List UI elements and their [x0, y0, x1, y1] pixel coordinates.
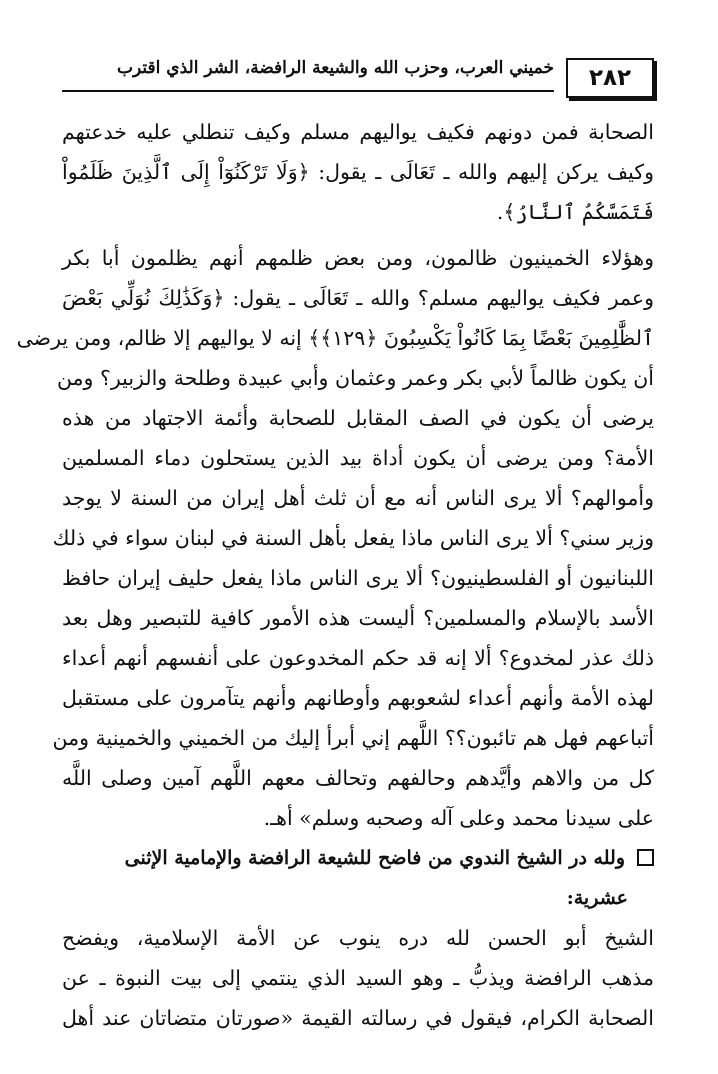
text-line: أتباعهم فهل هم تائبون؟؟ اللَّهم إني أبرأ إليك من الخميني والخمينية ومن — [52, 726, 654, 750]
text-line: وزير سني؟ ألا يرى الناس ماذا يفعل بأهل السنة في لبنان سواء في ذلك — [52, 526, 654, 550]
section-heading-line-2: عشرية: — [566, 887, 628, 909]
text-line: وأموالهم؟ ألا يرى الناس أنه مع أن ثلث أهل إيران من السنة لا يوجد — [62, 486, 654, 510]
checkbox-icon — [637, 849, 654, 866]
text-line: ٱلظَّٰلِمِينَ بَعْضًا بِمَا كَانُواْ يَكْسِبُونَ ﴿١٢٩﴾﴾ إنه لا يواليهم إلا ظالم، ومن يرضى — [16, 326, 654, 350]
paragraph-3 — [62, 918, 654, 1038]
text-line: ذلك عذر لمخدوع؟ ألا إنه قد حكم المخدوعون على أنفسهم أنهم أعداء — [62, 646, 654, 670]
text-line: مذهب الرافضة ويذبُّ ـ وهو السيد الذي ينتمي إلى بيت النبوة ـ عن — [62, 966, 654, 990]
text-line: وعمر فكيف يواليهم مسلم؟ والله ـ تَعَالَى ـ يقول: ﴿وَكَذَٰلِكَ نُوَلِّي بَعْضَ — [62, 286, 654, 310]
section-heading-line-1: ولله در الشيخ الندوي من فاضح للشيعة الرافضة والإمامية الإثنى — [124, 847, 625, 869]
text-line: أن يكون ظالماً لأبي بكر وعمر وعثمان وأبي عبيدة وطلحة والزبير؟ ومن — [56, 366, 654, 390]
text-line: الأسد بالإسلام والمسلمين؟ أليست هذه الأمور كافية للتبصير وهل بعد — [62, 606, 654, 630]
text-line: يرضى أن يكون في الصف المقابل للصحابة وأئمة الاجتهاد من هذه — [62, 406, 654, 430]
page-body — [16, 112, 654, 1038]
page-number: ٢٨٢ — [566, 58, 654, 98]
text-line: على سيدنا محمد وعلى آله وصحبه وسلم» أهـ. — [263, 806, 654, 830]
header-rule — [62, 90, 554, 92]
text-line: الصحابة الكرام، فيقول في رسالته القيمة «صورتان متضاتان عند أهل — [62, 1006, 654, 1030]
text-line: الصحابة فمن دونهم فكيف يواليهم مسلم وكيف تنطلي عليه خدعتهم — [62, 120, 654, 144]
text-line: لهذه الأمة وأنهم أعداء لشعوبهم وأوطانهم وأنهم يتآمرون على مستقبل — [62, 686, 654, 710]
text-line: الأمة؟ ومن يرضى أن يكون أداة بيد الذين يستحلون دماء المسلمين — [62, 446, 654, 470]
running-title: خميني العرب، وحزب الله والشيعة الرافضة، الشر الذي اقترب — [117, 58, 554, 78]
text-line: اللبنانيون أو الفلسطينيون؟ ألا يرى الناس ماذا يفعل حليف إيران حافظ — [62, 566, 654, 590]
section-heading — [62, 838, 654, 918]
paragraph-2 — [16, 238, 654, 838]
text-line: وكيف يركن إليهم والله ـ تَعَالَى ـ يقول: ﴿وَلَا تَرْكَنُوٓاْ إِلَى ٱلَّذِينَ ظَلَمُواْ — [62, 160, 654, 184]
text-line: وهؤلاء الخمينيون ظالمون، ومن بعض ظلمهم أنهم يظلمون أبا بكر — [62, 246, 654, 270]
paragraph-1 — [62, 112, 654, 232]
text-line: فَتَمَسَّكُمُ ٱلنَّارُ﴾. — [496, 200, 654, 224]
text-line: كل من والاهم وأيَّدهم وحالفهم وتحالف معهم اللَّهم آمين وصلى اللَّه — [62, 766, 654, 790]
text-line: الشيخ أبو الحسن لله دره ينوب عن الأمة الإسلامية، ويفضح — [62, 926, 654, 950]
page-header — [62, 58, 654, 98]
